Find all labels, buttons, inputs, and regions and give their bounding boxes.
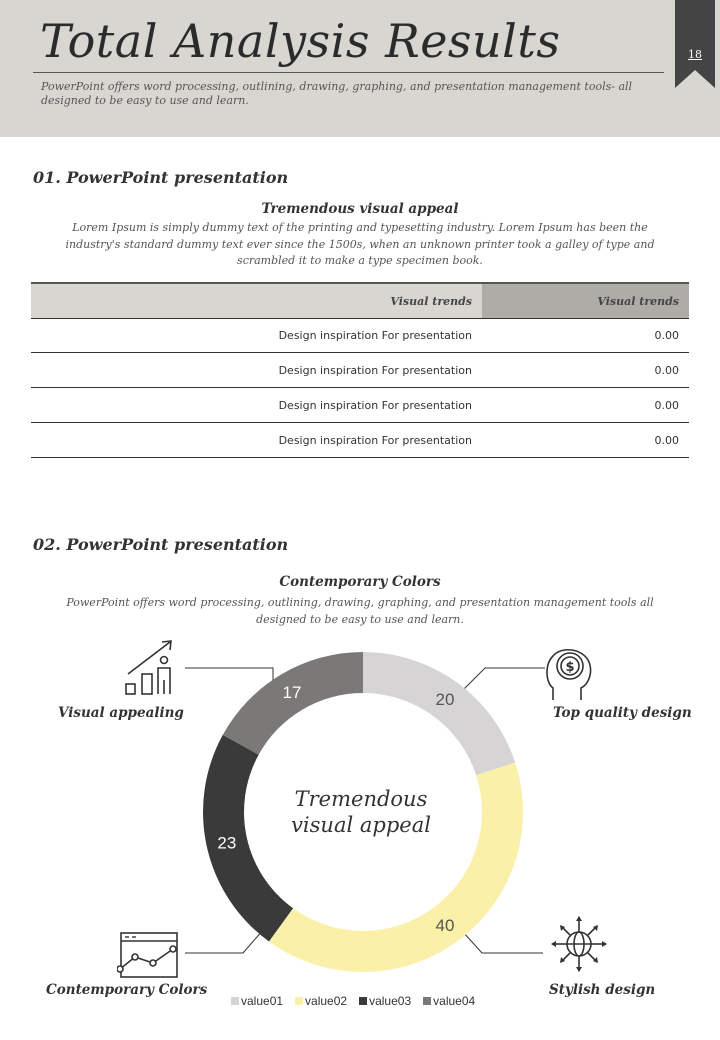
growth-chart-person-icon [124,638,180,696]
table-cell: 0.00 [654,433,679,447]
donut-slice-value04 [223,652,363,755]
legend-label: value01 [241,994,284,1008]
table-cell: Design inspiration For presentation [278,433,472,447]
legend-swatch [359,997,367,1005]
legend-item [359,994,411,1008]
feature-label-visual-appealing: Visual appealing [58,705,184,721]
donut-value-label: 17 [282,682,302,702]
svg-text:$: $ [565,660,575,675]
globe-network-icon [549,915,609,973]
section-1-title: 01. PowerPoint presentation [33,168,289,187]
legend-label: value02 [305,994,348,1008]
section-1-text: Lorem Ipsum is simply dummy text of the printing and typesetting industry. Lorem Ipsum has been the industry's standard dummy text ever since the 1500s, when an unknown printer took a galley of type and scrambled it to make a type specimen book. [65,221,655,267]
feature-label-contemporary-colors: Contemporary Colors [46,982,208,998]
chart-center-text: Tremendous visual appeal [291,787,431,837]
table-cell: Design inspiration For presentation [278,329,472,342]
table-cell: Design inspiration For presentation [278,398,472,412]
donut-value-label: 20 [435,690,455,710]
table-cell: Design inspiration For presentation [278,363,472,377]
head-dollar-icon [543,644,593,702]
chart-legend [231,994,487,1008]
table-header-cell: Visual trends [390,294,472,308]
section-1-heading: Tremendous visual appeal [261,201,459,217]
table-cell: 0.00 [654,398,679,412]
feature-label-stylish-design: Stylish design [549,982,656,998]
legend-swatch [231,997,239,1005]
legend-item [423,994,475,1008]
feature-label-top-quality: Top quality design [553,705,692,721]
legend-item [231,994,283,1008]
legend-label: value04 [433,994,476,1008]
section-2-heading: Contemporary Colors [279,574,441,590]
page-number: 18 [688,48,702,61]
table-cell: 0.00 [654,363,679,377]
donut-value-label: 23 [217,833,237,853]
legend-label: value03 [369,994,412,1008]
legend-swatch [423,997,431,1005]
section-2-text: PowerPoint offers word processing, outlining, drawing, graphing, and presentation management tools all designed to be easy to use and learn. [66,596,654,626]
legend-swatch [295,997,303,1005]
legend-item [295,994,347,1008]
page-title: Total Analysis Results [40,14,561,68]
table-header-cell: Visual trends [482,284,689,318]
line-chart-window-icon [117,931,179,979]
donut-slice-value01 [363,652,515,775]
section-2-title: 02. PowerPoint presentation [33,535,289,554]
table-cell: 0.00 [654,329,679,342]
donut-value-label: 40 [435,915,455,935]
page-subtitle: PowerPoint offers word processing, outlining, drawing, graphing, and presentation management tools- all designed to be easy to use and learn. [41,80,633,107]
